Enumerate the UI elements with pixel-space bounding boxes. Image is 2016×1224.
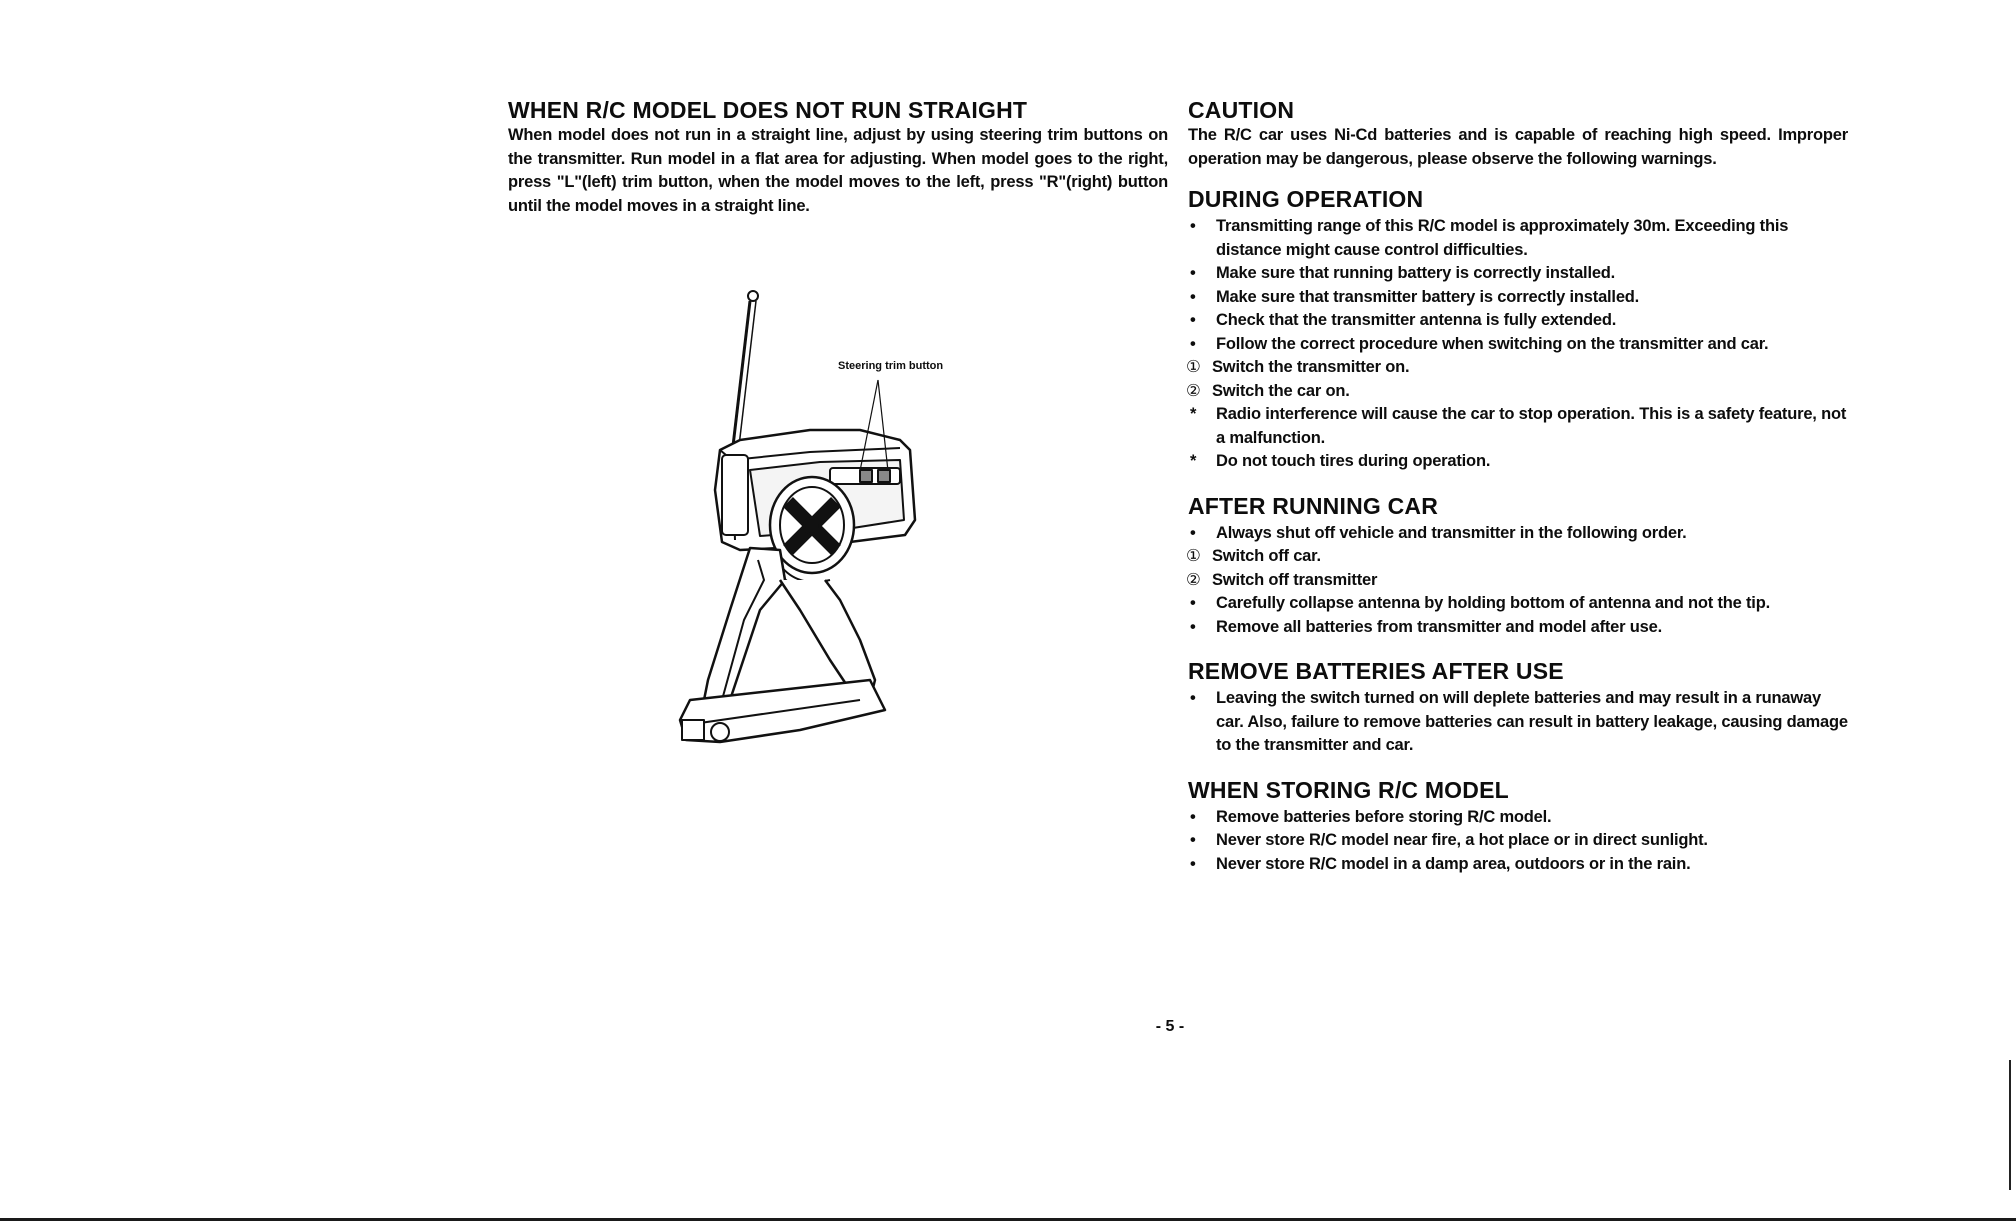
bullet-mark: • — [1190, 217, 1196, 235]
step-number-mark: ① — [1186, 547, 1201, 565]
list-item-text: Remove all batteries from transmitter and model after use. — [1216, 617, 1662, 636]
straight-running-paragraph: When model does not run in a straight line, adjust by using steering trim buttons on the transmitter. Run model in a flat area for adjusting. When model goes to the right, press "L"(left) trim button, when the model moves to the left, press "R"(right) button until the model moves in a straight line. — [508, 126, 1168, 215]
after-running-heading: AFTER RUNNING CAR — [1188, 492, 1438, 519]
left-column — [508, 96, 1168, 218]
during-operation-section — [1188, 185, 1848, 474]
caution-paragraph: The R/C car uses Ni-Cd batteries and is capable of reaching high speed. Improper operation may be dangerous, please observe the following warnings. — [1188, 126, 1848, 168]
step-number-mark: ① — [1186, 358, 1201, 376]
right-column — [1188, 96, 1848, 894]
during-operation-list — [1188, 215, 1848, 474]
straight-running-heading: WHEN R/C MODEL DOES NOT RUN STRAIGHT — [508, 97, 1028, 123]
bullet-mark: • — [1190, 264, 1196, 282]
storing-heading: WHEN STORING R/C MODEL — [1188, 776, 1509, 803]
list-item-text: Never store R/C model in a damp area, outdoors or in the rain. — [1216, 854, 1691, 873]
list-item-text: Leaving the switch turned on will deplete batteries and may result in a runaway car. Also, failure to remove batteries can result in battery leakage, causing damage to the transmitter and car. — [1216, 689, 1848, 754]
list-item — [1188, 215, 1848, 262]
list-item — [1188, 687, 1848, 758]
list-item — [1188, 592, 1848, 616]
list-item — [1188, 806, 1848, 830]
list-item-text: Check that the transmitter antenna is fully extended. — [1216, 311, 1617, 329]
step-number-mark: ② — [1186, 570, 1201, 589]
remove-batteries-list — [1188, 687, 1848, 758]
list-item — [1188, 309, 1848, 333]
list-item-text: Always shut off vehicle and transmitter in the following order. — [1216, 523, 1687, 542]
bullet-mark: • — [1190, 807, 1196, 826]
bullet-mark: • — [1190, 831, 1196, 849]
list-item-text: Make sure that running battery is correctly installed. — [1216, 264, 1616, 282]
list-item-text: Switch off car. — [1212, 547, 1321, 565]
bullet-mark: • — [1190, 689, 1196, 707]
bullet-mark: • — [1190, 617, 1196, 636]
bullet-mark: • — [1190, 334, 1196, 353]
steering-trim-button-label: Steering trim button — [838, 360, 944, 372]
list-item-text: Remove batteries before storing R/C model. — [1216, 807, 1552, 826]
bullet-mark: • — [1190, 287, 1196, 306]
step-number-mark: ② — [1186, 381, 1201, 400]
list-item — [1188, 286, 1848, 310]
page-number: - 5 - — [1155, 1018, 1185, 1035]
list-item-text: Carefully collapse antenna by holding bottom of antenna and not the tip. — [1216, 594, 1770, 612]
list-item — [1188, 829, 1848, 853]
list-item-text: Transmitting range of this R/C model is approximately 30m. Exceeding this distance might cause control difficulties. — [1216, 217, 1789, 259]
list-item-text: Never store R/C model near fire, a hot place or in direct sunlight. — [1216, 831, 1708, 849]
list-item-text: Do not touch tires during operation. — [1216, 452, 1491, 470]
list-item — [1188, 522, 1848, 546]
remove-batteries-heading: REMOVE BATTERIES AFTER USE — [1188, 658, 1564, 684]
list-item-text: Switch off transmitter — [1212, 570, 1378, 589]
list-item-text: Switch the car on. — [1212, 381, 1350, 400]
caution-heading: CAUTION — [1188, 97, 1295, 123]
list-item — [1188, 616, 1848, 640]
after-running-section — [1188, 492, 1848, 640]
bullet-mark: • — [1190, 854, 1196, 873]
list-item — [1188, 262, 1848, 286]
list-item — [1188, 569, 1848, 593]
list-item — [1188, 403, 1848, 450]
during-operation-heading: DURING OPERATION — [1188, 186, 1424, 212]
list-item-text: Radio interference will cause the car to stop operation. This is a safety feature, not a malfunction. — [1216, 405, 1847, 447]
storing-section — [1188, 776, 1848, 877]
list-item-text: Switch the transmitter on. — [1212, 358, 1410, 376]
bullet-mark: • — [1190, 311, 1196, 329]
list-item — [1188, 853, 1848, 877]
remove-batteries-section — [1188, 657, 1848, 758]
page-edge-line — [2009, 1060, 2011, 1190]
bottom-edge-line — [0, 1218, 2016, 1221]
storing-list — [1188, 806, 1848, 877]
transmitter-illustration — [660, 280, 1020, 760]
list-item — [1188, 356, 1848, 380]
list-item-text: Make sure that transmitter battery is correctly installed. — [1216, 287, 1640, 306]
caution-section — [1188, 96, 1848, 171]
list-item — [1188, 450, 1848, 474]
bullet-mark: • — [1190, 594, 1196, 612]
list-item — [1188, 545, 1848, 569]
asterisk-mark: * — [1190, 452, 1197, 470]
list-item-text: Follow the correct procedure when switching on the transmitter and car. — [1216, 334, 1769, 353]
list-item — [1188, 380, 1848, 404]
asterisk-mark: * — [1190, 405, 1197, 423]
bullet-mark: • — [1190, 523, 1196, 542]
list-item — [1188, 333, 1848, 357]
after-running-list — [1188, 522, 1848, 640]
